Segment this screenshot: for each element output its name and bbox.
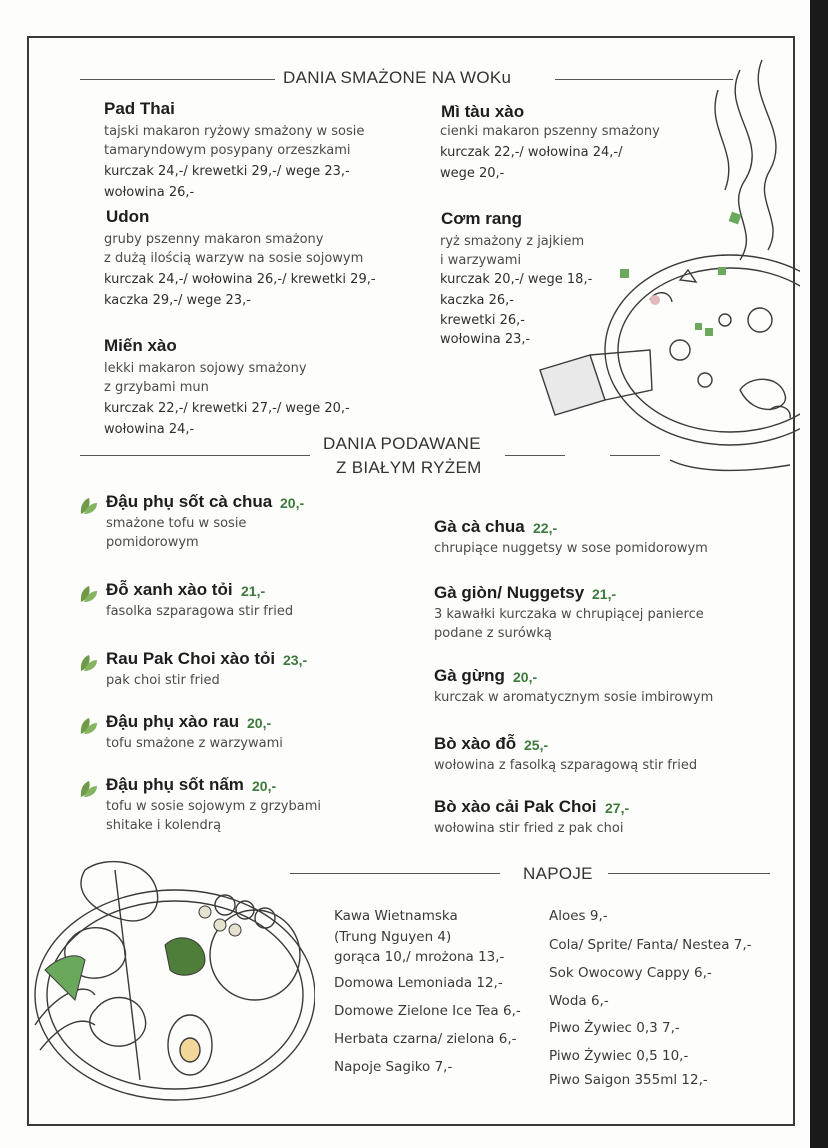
dish-com-rang: Cơm rang — [441, 209, 523, 228]
dish-mien-xao: Miến xào — [104, 336, 177, 355]
leaf-icon — [79, 779, 99, 799]
drink-item: Sok Owocowy Cappy 6,- — [549, 965, 712, 981]
plate-illustration — [25, 850, 315, 1130]
com-rang-desc-2: i warzywami — [440, 253, 522, 268]
mien-xao-desc-2: z grzybami mun — [104, 380, 209, 395]
drink-item: Aloes 9,- — [549, 908, 608, 924]
drink-item: Herbata czarna/ zielona 6,- — [334, 1031, 517, 1047]
rice-dish-price: 22,- — [533, 520, 558, 536]
drink-item: Kawa Wietnamska — [334, 908, 458, 924]
com-rang-price-3: krewetki 26,- — [440, 313, 525, 328]
com-rang-price-2: kaczka 26,- — [440, 293, 515, 308]
rice-dish-price: 21,- — [592, 586, 617, 602]
rice-dish-price: 27,- — [605, 800, 630, 816]
rice-dish-desc: 3 kawałki kurczaka w chrupiącej panierce — [434, 607, 704, 622]
drink-item: Piwo Saigon 355ml 12,- — [549, 1072, 708, 1088]
leaf-icon — [79, 496, 99, 516]
rice-rule-right-2 — [610, 455, 660, 456]
drink-item: Domowe Zielone Ice Tea 6,- — [334, 1003, 521, 1019]
rice-dish-desc: wołowina stir fried z pak choi — [434, 821, 624, 836]
rice-dish-price: 23,- — [283, 652, 308, 668]
rice-dish-price: 20,- — [247, 715, 272, 731]
dish-pad-thai: Pad Thai — [104, 99, 175, 118]
rice-dish-desc: tofu w sosie sojowym z grzybami — [106, 799, 321, 814]
udon-desc-2: z dużą ilością warzyw na sosie sojowym — [104, 251, 364, 266]
com-rang-price-1: kurczak 20,-/ wege 18,- — [440, 272, 593, 287]
rice-dish-price: 20,- — [280, 495, 305, 511]
drink-item: Woda 6,- — [549, 993, 609, 1009]
wok-rule-right — [555, 79, 733, 80]
mi-tau-xao-desc-1: cienki makaron pszenny smażony — [440, 124, 660, 139]
drink-item: Cola/ Sprite/ Fanta/ Nestea 7,- — [549, 937, 752, 953]
drink-item: Napoje Sagiko 7,- — [334, 1059, 453, 1075]
rice-dish-desc: smażone tofu w sosie — [106, 516, 247, 531]
rice-dish-desc: fasolka szparagowa stir fried — [106, 604, 294, 619]
section-title-rice-2: Z BIAŁYM RYŻEM — [336, 458, 482, 477]
rice-dish-desc: wołowina z fasolką szparagową stir fried — [434, 758, 698, 773]
rice-dish-name: Rau Pak Choi xào tỏi — [106, 649, 276, 668]
rice-rule-right — [505, 455, 565, 456]
dish-mi-tau-xao: Mì tàu xào — [441, 102, 525, 121]
rice-rule-left — [80, 455, 310, 456]
leaf-icon — [79, 653, 99, 673]
section-title-rice-1: DANIA PODAWANE — [323, 434, 481, 453]
leaf-icon — [79, 716, 99, 736]
wok-rule-left — [80, 79, 275, 80]
drinks-rule-right — [608, 873, 770, 874]
rice-dish-price: 20,- — [252, 778, 277, 794]
rice-dish-desc: pak choi stir fried — [106, 673, 220, 688]
mien-xao-price-2: wołowina 24,- — [104, 422, 195, 437]
rice-dish-name: Đỗ xanh xào tỏi — [106, 580, 233, 599]
mien-xao-price-1: kurczak 22,-/ krewetki 27,-/ wege 20,- — [104, 401, 350, 416]
rice-dish-name: Bò xào cải Pak Choi — [434, 797, 597, 816]
com-rang-desc-1: ryż smażony z jajkiem — [440, 234, 585, 249]
rice-dish-desc: pomidorowym — [106, 535, 199, 550]
udon-price-1: kurczak 24,-/ wołowina 26,-/ krewetki 29,- — [104, 272, 376, 287]
section-title-drinks: NAPOJE — [523, 864, 593, 883]
rice-dish-price: 25,- — [524, 737, 549, 753]
drink-item: Piwo Żywiec 0,3 7,- — [549, 1020, 680, 1036]
drinks-rule-left — [290, 873, 500, 874]
pad-thai-price-1: kurczak 24,-/ krewetki 29,-/ wege 23,- — [104, 164, 350, 179]
udon-price-2: kaczka 29,-/ wege 23,- — [104, 293, 251, 308]
rice-dish-name: Gà giòn/ Nuggetsy — [434, 583, 585, 602]
rice-dish-desc: chrupiące nuggetsy w sose pomidorowym — [434, 541, 708, 556]
udon-desc-1: gruby pszenny makaron smażony — [104, 232, 324, 247]
com-rang-price-4: wołowina 23,- — [440, 332, 531, 347]
pad-thai-price-2: wołowina 26,- — [104, 185, 195, 200]
pad-thai-desc-2: tamaryndowym posypany orzeszkami — [104, 143, 351, 158]
rice-dish-name: Đậu phụ xào rau — [106, 712, 240, 731]
mien-xao-desc-1: lekki makaron sojowy smażony — [104, 361, 307, 376]
dish-udon: Udon — [106, 207, 150, 226]
rice-dish-name: Gà gừng — [434, 666, 505, 685]
rice-dish-name: Gà cà chua — [434, 517, 525, 536]
rice-dish-name: Bò xào đỗ — [434, 734, 517, 753]
rice-dish-desc: kurczak w aromatycznym sosie imbirowym — [434, 690, 714, 705]
leaf-icon — [79, 584, 99, 604]
drink-item: Piwo Żywiec 0,5 10,- — [549, 1048, 689, 1064]
drink-item: Domowa Lemoniada 12,- — [334, 975, 503, 991]
drink-item: (Trung Nguyen 4) — [334, 929, 452, 945]
rice-dish-name: Đậu phụ sốt cà chua — [106, 492, 273, 511]
rice-dish-price: 20,- — [513, 669, 538, 685]
rice-dish-name: Đậu phụ sốt nấm — [106, 775, 244, 794]
rice-dish-desc: shitake i kolendrą — [106, 818, 222, 833]
mi-tau-xao-price-2: wege 20,- — [440, 166, 505, 181]
rice-dish-price: 21,- — [241, 583, 266, 599]
pad-thai-desc-1: tajski makaron ryżowy smażony w sosie — [104, 124, 365, 139]
section-title-wok: DANIA SMAŻONE NA WOKu — [283, 68, 512, 87]
rice-dish-desc: tofu smażone z warzywami — [106, 736, 283, 751]
rice-dish-desc: podane z surówką — [434, 626, 552, 641]
mi-tau-xao-price-1: kurczak 22,-/ wołowina 24,-/ — [440, 145, 623, 160]
drink-item: gorąca 10,/ mrożona 13,- — [334, 949, 505, 965]
